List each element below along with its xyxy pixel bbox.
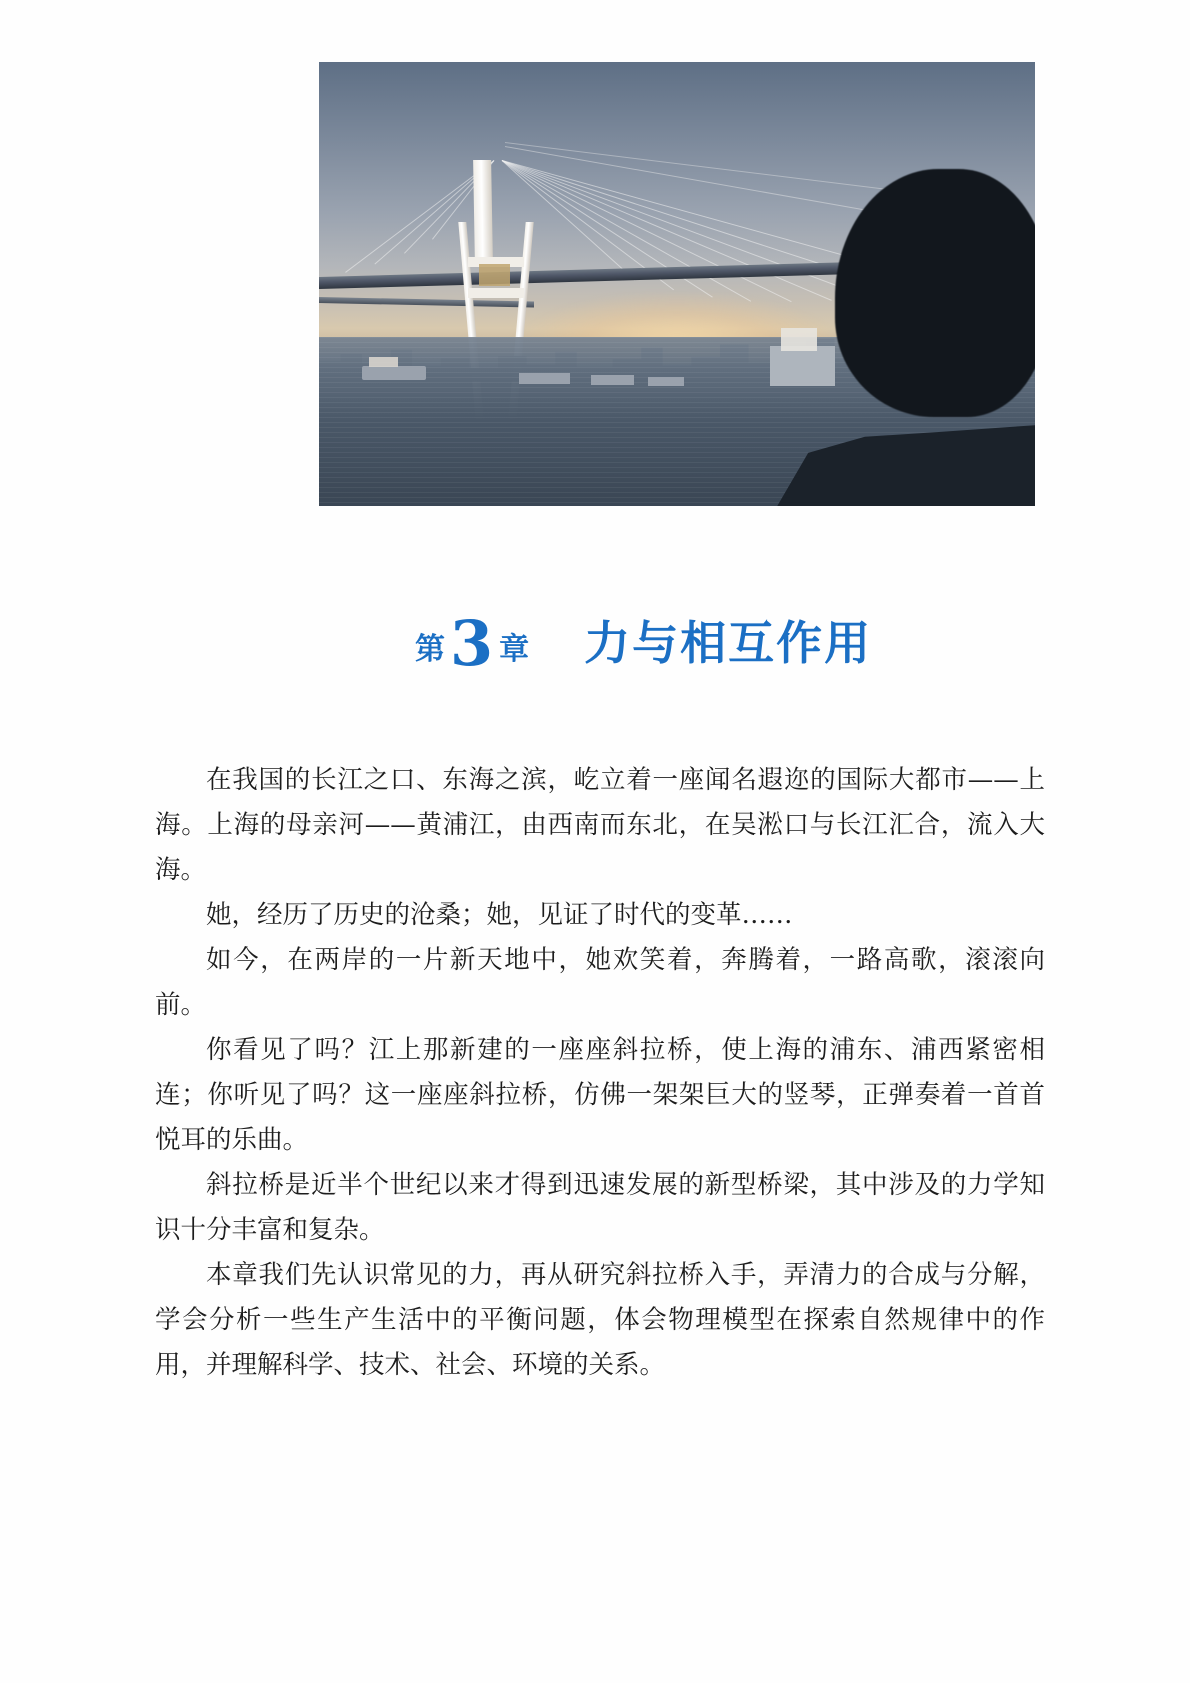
paragraph: 在我国的长江之口、东海之滨，屹立着一座闻名遐迩的国际大都市——上海。上海的母亲河——黄浦江，由西南而东北，在吴淞口与长江汇合，流入大海。	[155, 765, 1045, 885]
paragraph: 斜拉桥是近半个世纪以来才得到迅速发展的新型桥梁，其中涉及的力学知识十分丰富和复杂。	[155, 1170, 1045, 1245]
photo-boat	[591, 375, 634, 385]
chapter-intro-text	[155, 758, 1045, 1388]
photo-boat	[362, 366, 426, 380]
chapter-heading	[415, 607, 1115, 687]
photo-boat	[519, 373, 569, 385]
chapter-suffix: 章	[499, 632, 531, 667]
chapter-prefix: 第	[415, 632, 446, 667]
photo-ship	[770, 346, 834, 386]
paragraph: 如今，在两岸的一片新天地中，她欢笑着，奔腾着，一路高歌，滚滚向前。	[155, 945, 1045, 1020]
paragraph: 本章我们先认识常见的力，再从研究斜拉桥入手，弄清力的合成与分解，学会分析一些生产生活中的平衡问题，体会物理模型在探索自然规律中的作用，并理解科学、技术、社会、环境的关系。	[155, 1260, 1045, 1380]
photo-boat	[369, 357, 398, 367]
photo-sky	[319, 62, 1035, 506]
photo-boat	[648, 377, 684, 386]
paragraph: 她，经历了历史的沧桑；她，见证了时代的变革……	[206, 900, 793, 930]
chapter-title: 力与相互作用	[584, 616, 873, 670]
chapter-number: 3	[450, 607, 494, 680]
paragraph: 你看见了吗？江上那新建的一座座斜拉桥，使上海的浦东、浦西紧密相连；你听见了吗？这一座座斜拉桥，仿佛一架架巨大的竖琴，正弹奏着一首首悦耳的乐曲。	[155, 1035, 1045, 1155]
photo-ship-cabin	[781, 328, 817, 350]
bridge-photo	[319, 62, 1035, 506]
photo-tree	[835, 169, 1035, 418]
